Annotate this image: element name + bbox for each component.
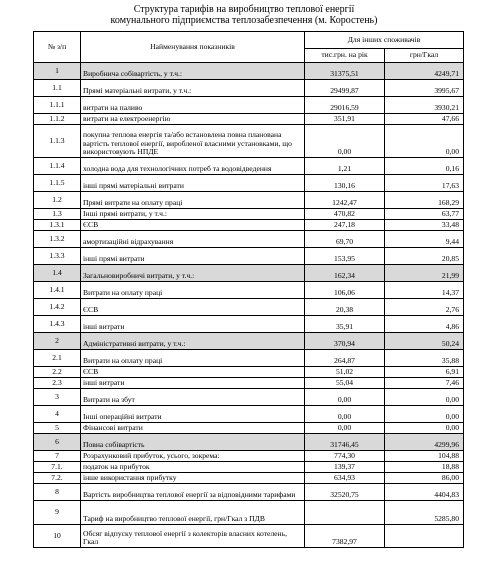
row-number: 5 [34, 423, 81, 434]
row-number: 10 [34, 525, 81, 548]
row-number: 1.1.1 [34, 97, 81, 114]
row-name: Витрати на оплату праці [81, 350, 305, 367]
row-number: 1.3 [34, 209, 81, 220]
row-value-per-gcal: 14,37 [385, 282, 464, 299]
table-row [34, 316, 464, 333]
row-value-thousands: 35,91 [305, 316, 385, 333]
tariff-table [33, 31, 464, 548]
row-name: Витрати на збут [81, 389, 305, 406]
table-row [34, 231, 464, 248]
row-number: 2.2 [34, 367, 81, 378]
table-row [34, 423, 464, 434]
row-value-per-gcal: 18,88 [385, 462, 464, 473]
header-unit-thousands: тис.грн. на рік [305, 49, 385, 63]
row-value-thousands [305, 501, 385, 525]
row-value-per-gcal: 50,24 [385, 333, 464, 350]
row-value-per-gcal: 33,48 [385, 220, 464, 231]
row-name: холодна вода для технологічних потреб та водовідведення [81, 158, 305, 175]
row-value-thousands: 634,93 [305, 473, 385, 484]
table-row [34, 406, 464, 423]
table-row [34, 484, 464, 501]
row-value-thousands: 69,70 [305, 231, 385, 248]
row-number: 1.4.1 [34, 282, 81, 299]
row-name: Розрахунковий прибуток, усього, зокрема: [81, 451, 305, 462]
row-value-thousands: 139,37 [305, 462, 385, 473]
row-value-thousands: 470,82 [305, 209, 385, 220]
row-value-per-gcal: 4404,83 [385, 484, 464, 501]
table-row [34, 434, 464, 451]
row-value-per-gcal: 0,00 [385, 389, 464, 406]
row-name: Повна собівартість [81, 434, 305, 451]
table-row [34, 350, 464, 367]
row-number: 1.1.4 [34, 158, 81, 175]
row-number: 1.1 [34, 80, 81, 97]
row-name: покупна теплова енергія та/або встановлена повна планована вартість теплової енергії, виробленої власними установками, що використовують НПДЕ [81, 125, 305, 158]
row-name: ЄСВ [81, 220, 305, 231]
row-number: 1 [34, 63, 81, 80]
row-value-per-gcal: 4249,71 [385, 63, 464, 80]
row-name: Інші операційні витрати [81, 406, 305, 423]
row-value-thousands: 351,91 [305, 114, 385, 125]
row-name: Прямі матеріальні витрати, у т.ч.: [81, 80, 305, 97]
document-title [0, 4, 488, 26]
row-number: 1.3.3 [34, 248, 81, 265]
row-value-per-gcal: 20,85 [385, 248, 464, 265]
row-number: 1.1.2 [34, 114, 81, 125]
row-value-per-gcal [385, 525, 464, 548]
row-name: Виробнича собівартість, у т.ч.: [81, 63, 305, 80]
row-value-thousands: 29016,59 [305, 97, 385, 114]
row-value-thousands: 31746,45 [305, 434, 385, 451]
row-value-per-gcal: 0,00 [385, 125, 464, 158]
row-value-thousands: 0,00 [305, 125, 385, 158]
row-value-thousands: 0,00 [305, 406, 385, 423]
table-row [34, 175, 464, 192]
row-value-thousands: 247,18 [305, 220, 385, 231]
row-value-per-gcal: 7,46 [385, 378, 464, 389]
row-value-per-gcal: 0,00 [385, 406, 464, 423]
row-value-per-gcal: 9,44 [385, 231, 464, 248]
row-value-thousands: 51,02 [305, 367, 385, 378]
table-row [34, 97, 464, 114]
row-value-thousands: 31375,51 [305, 63, 385, 80]
row-value-thousands: 774,30 [305, 451, 385, 462]
row-number: 1.3.1 [34, 220, 81, 231]
row-name: витрати на електроенергію [81, 114, 305, 125]
row-number: 7.2. [34, 473, 81, 484]
table-row [34, 389, 464, 406]
row-value-thousands: 55,04 [305, 378, 385, 389]
row-number: 2.1 [34, 350, 81, 367]
row-number: 1.4.3 [34, 316, 81, 333]
row-value-per-gcal: 0,16 [385, 158, 464, 175]
row-number: 1.4 [34, 265, 81, 282]
row-name: Вартість виробництва теплової енергії за відповідними тарифами [81, 484, 305, 501]
header-group: Для інших споживачів [305, 32, 464, 49]
header-num: № з/п [34, 32, 81, 63]
table-row [34, 248, 464, 265]
table-row [34, 114, 464, 125]
row-name: Прямі витрати на оплату праці [81, 192, 305, 209]
table-row [34, 473, 464, 484]
row-value-per-gcal: 4,86 [385, 316, 464, 333]
header-unit-per-gcal: грн/Гкал [385, 49, 464, 63]
row-value-per-gcal: 6,91 [385, 367, 464, 378]
row-value-per-gcal: 5285,80 [385, 501, 464, 525]
row-value-per-gcal: 3930,21 [385, 97, 464, 114]
table-row [34, 451, 464, 462]
row-value-per-gcal: 86,00 [385, 473, 464, 484]
row-value-per-gcal: 3995,67 [385, 80, 464, 97]
table-row [34, 158, 464, 175]
row-number: 3 [34, 389, 81, 406]
row-value-per-gcal: 35,88 [385, 350, 464, 367]
row-number: 2 [34, 333, 81, 350]
row-value-thousands: 130,16 [305, 175, 385, 192]
row-name: Адміністративні витрати, у т.ч.: [81, 333, 305, 350]
row-value-thousands: 153,95 [305, 248, 385, 265]
title-line-2: комунального підприємства теплозабезпечення (м. Коростень) [110, 15, 378, 26]
row-name: Витрати на оплату праці [81, 282, 305, 299]
row-value-thousands: 20,38 [305, 299, 385, 316]
table-row [34, 63, 464, 80]
row-number: 1.3.2 [34, 231, 81, 248]
row-value-per-gcal: 168,29 [385, 192, 464, 209]
row-name: інші прямі матеріальні витрати [81, 175, 305, 192]
row-name: Загальновиробничі витрати, у т.ч.: [81, 265, 305, 282]
table-row [34, 192, 464, 209]
row-value-per-gcal: 4299,96 [385, 434, 464, 451]
row-name: ЄСВ [81, 299, 305, 316]
row-name: амортизаційні відрахування [81, 231, 305, 248]
row-number: 4 [34, 406, 81, 423]
row-name: інші витрати [81, 316, 305, 333]
row-value-thousands: 1,21 [305, 158, 385, 175]
row-number: 7 [34, 451, 81, 462]
title-line-1: Структура тарифів на виробництво теплової енергії [133, 4, 355, 15]
row-name: податок на прибуток [81, 462, 305, 473]
row-number: 1.4.2 [34, 299, 81, 316]
row-name: інші прямі витрати [81, 248, 305, 265]
row-value-thousands: 29499,87 [305, 80, 385, 97]
table-row [34, 378, 464, 389]
table-row [34, 282, 464, 299]
row-value-per-gcal: 21,99 [385, 265, 464, 282]
row-value-thousands: 0,00 [305, 389, 385, 406]
row-name: Обсяг відпуску теплової енергії з колекторів власних котелень, Гкал [81, 525, 305, 548]
row-value-thousands: 0,00 [305, 423, 385, 434]
row-name: Фінансові витрати [81, 423, 305, 434]
row-name: витрати на паливо [81, 97, 305, 114]
row-name: Інші прямі витрати, у т.ч.: [81, 209, 305, 220]
row-name: ЄСВ [81, 367, 305, 378]
row-value-thousands: 162,34 [305, 265, 385, 282]
table-row [34, 209, 464, 220]
row-value-per-gcal: 104,88 [385, 451, 464, 462]
row-value-thousands: 370,94 [305, 333, 385, 350]
row-name: інше використання прибутку [81, 473, 305, 484]
row-value-per-gcal: 47,66 [385, 114, 464, 125]
row-name: Тариф на виробництво теплової енергії, грн/Гкал з ПДВ [81, 501, 305, 525]
row-value-thousands: 264,87 [305, 350, 385, 367]
header-row [34, 32, 464, 49]
row-name: інші витрати [81, 378, 305, 389]
table-row [34, 525, 464, 548]
row-value-thousands: 7382,97 [305, 525, 385, 548]
table-row [34, 367, 464, 378]
row-value-thousands: 32520,75 [305, 484, 385, 501]
table-row [34, 462, 464, 473]
row-value-per-gcal: 2,76 [385, 299, 464, 316]
table-row [34, 265, 464, 282]
header-name: Найменування показників [81, 32, 305, 63]
row-value-per-gcal: 63,77 [385, 209, 464, 220]
row-number: 1.1.3 [34, 125, 81, 158]
row-number: 1.2 [34, 192, 81, 209]
table-row [34, 220, 464, 231]
row-number: 6 [34, 434, 81, 451]
row-value-per-gcal: 0,00 [385, 423, 464, 434]
row-number: 7.1. [34, 462, 81, 473]
table-row [34, 80, 464, 97]
row-number: 2.3 [34, 378, 81, 389]
table-row [34, 333, 464, 350]
row-value-thousands: 1242,47 [305, 192, 385, 209]
row-number: 1.1.5 [34, 175, 81, 192]
table-row [34, 125, 464, 158]
row-number: 9 [34, 501, 81, 525]
table-row [34, 299, 464, 316]
row-value-thousands: 106,06 [305, 282, 385, 299]
row-value-per-gcal: 17,63 [385, 175, 464, 192]
row-number: 8 [34, 484, 81, 501]
table-row [34, 501, 464, 525]
